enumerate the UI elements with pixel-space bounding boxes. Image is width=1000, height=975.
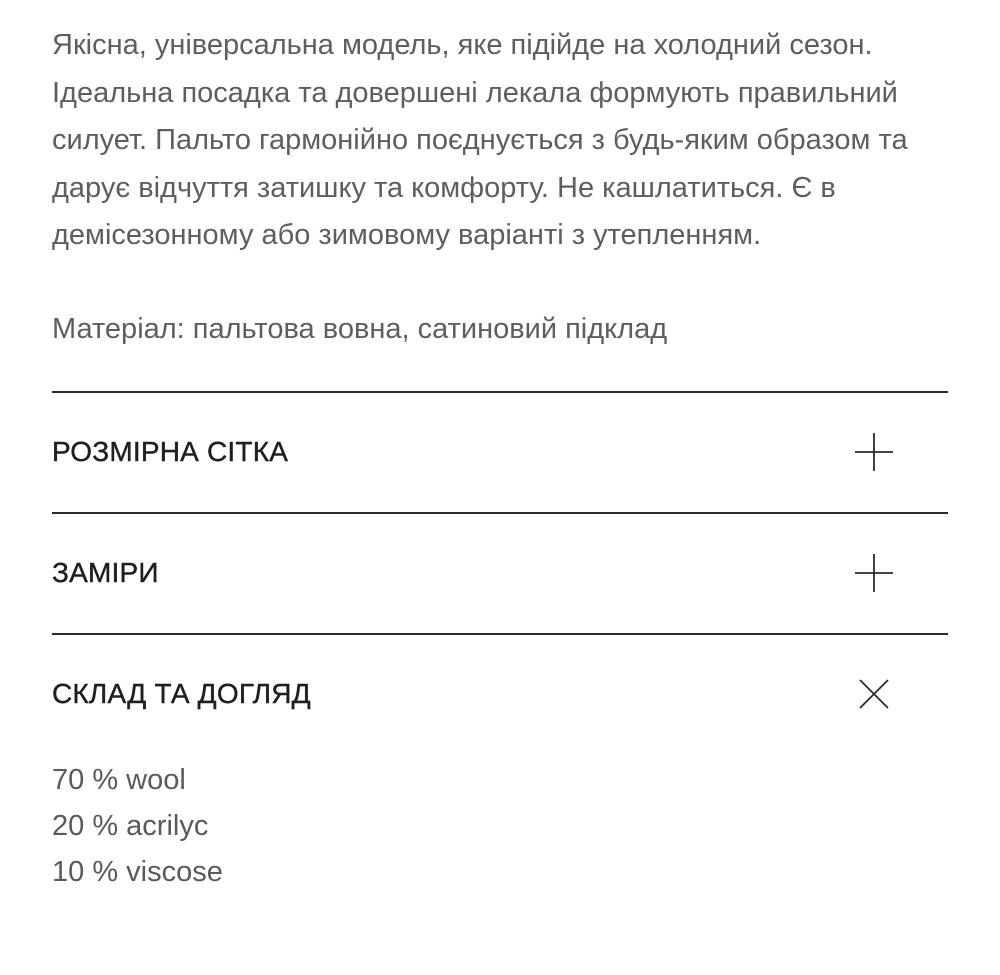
accordion-title-composition-care: СКЛАД ТА ДОГЛЯД (52, 677, 311, 709)
accordion-item-size-chart[interactable] (52, 391, 948, 512)
composition-line: 70 % wool (52, 763, 186, 796)
composition-list (52, 753, 948, 895)
accordion-item-composition-care[interactable] (52, 633, 948, 753)
close-icon[interactable] (852, 672, 896, 716)
material-info: Матеріал: пальтова вовна, сатиновий підклад (52, 312, 668, 345)
plus-icon[interactable] (852, 551, 896, 595)
accordion (52, 391, 948, 895)
accordion-title-size-chart: РОЗМІРНА СІТКА (52, 436, 289, 467)
accordion-item-measurements[interactable] (52, 512, 948, 633)
plus-icon[interactable] (852, 430, 896, 474)
composition-line: 10 % viscose (52, 855, 223, 888)
accordion-title-measurements: ЗАМІРИ (52, 557, 159, 588)
product-description: Якісна, універсальна модель, яке підійде на холодний сезон. Ідеальна посадка та довершені лекала формують правильний силует. Пальто гармонійно поєднується з будь-яким образом та дарує відчуття затишку та комфорту. Не кашлатиться. Є в демісезонному або зимовому варіанті з утепленням. (52, 29, 908, 251)
product-details (52, 0, 948, 895)
composition-line: 20 % acrilyc (52, 809, 209, 842)
